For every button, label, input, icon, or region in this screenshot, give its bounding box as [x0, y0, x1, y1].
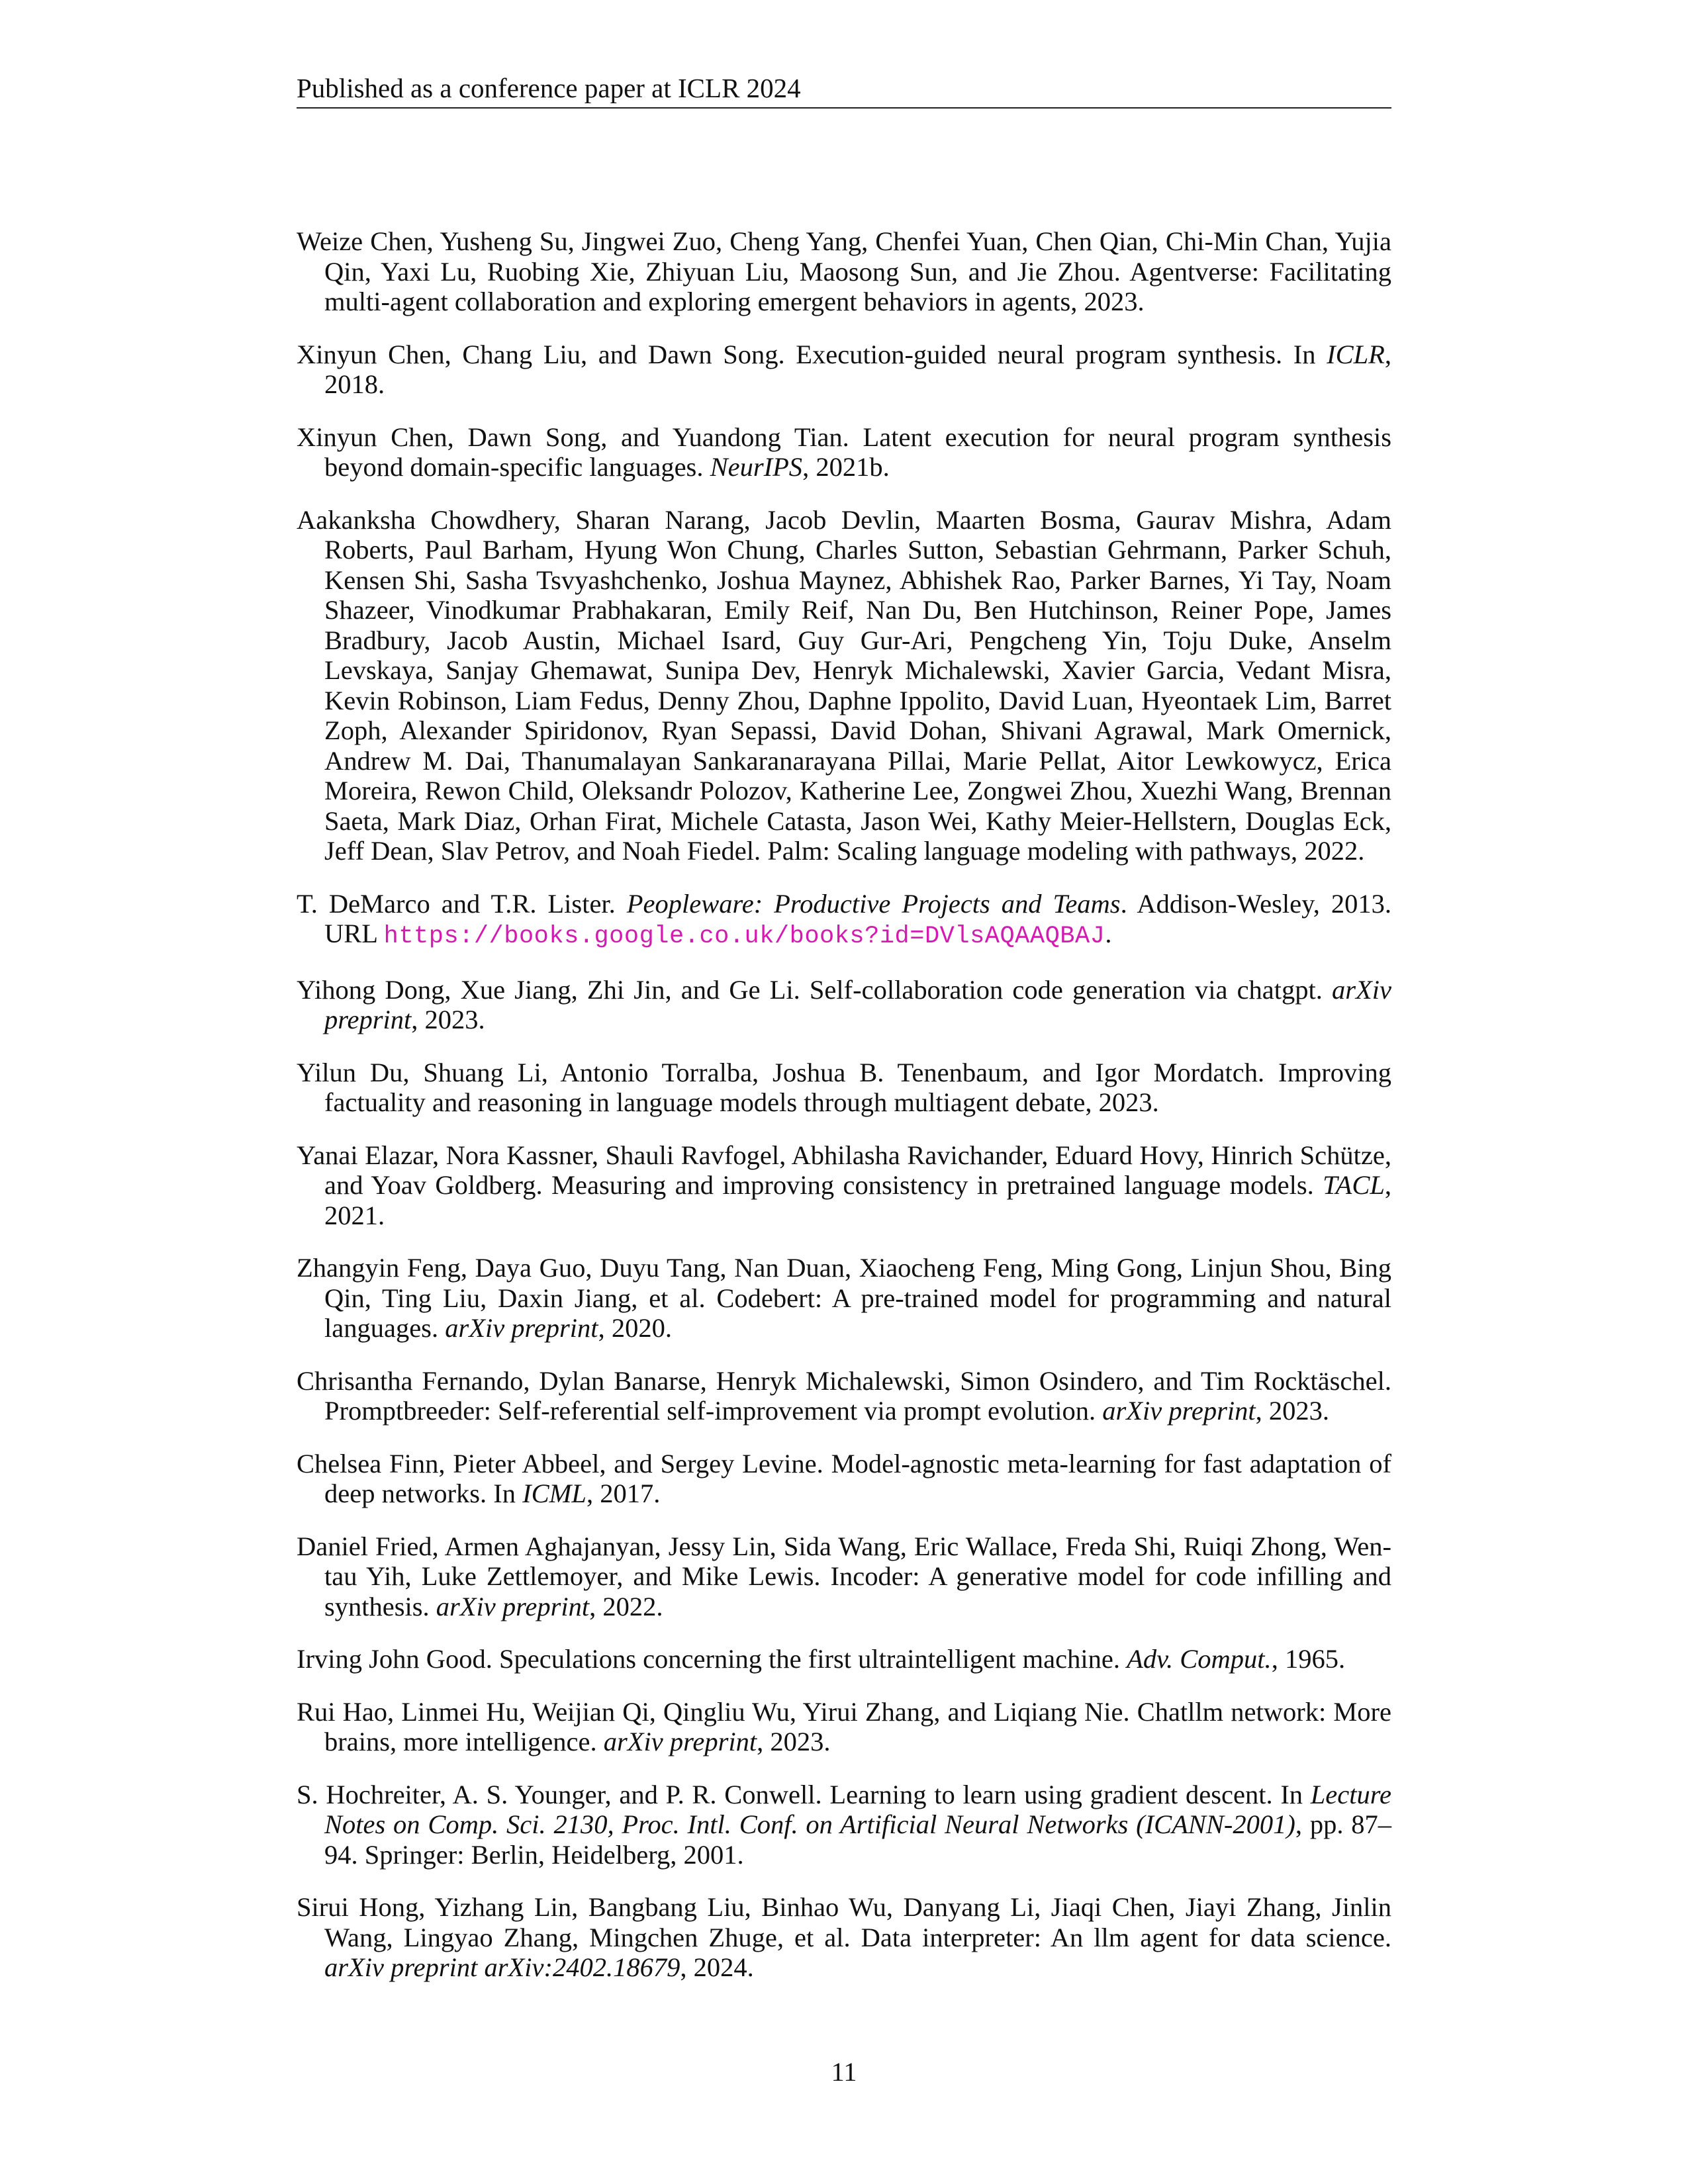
reference-item	[297, 505, 1391, 866]
reference-venue: ICLR	[1327, 339, 1385, 369]
reference-venue: ICML	[522, 1479, 586, 1508]
reference-item	[297, 1892, 1391, 1983]
reference-item	[297, 226, 1391, 317]
reference-tail: , pp. 87–94. Springer: Berlin, Heidelberg, 2001.	[324, 1809, 1392, 1870]
reference-text: Chrisantha Fernando, Dylan Banarse, Henryk Michalewski, Simon Osindero, and Tim Rocktäschel. Promptbreeder: Self-referential self-improvement via prompt evolution.	[297, 1365, 1391, 1426]
reference-after: .	[1105, 919, 1112, 948]
reference-venue: arXiv preprint	[1102, 1396, 1256, 1426]
running-header	[297, 71, 1391, 109]
reference-text: Rui Hao, Linmei Hu, Weijian Qi, Qingliu Wu, Yirui Zhang, and Liqiang Nie. Chatllm network: More brains, more intelligence.	[297, 1696, 1391, 1756]
reference-text: Yilun Du, Shuang Li, Antonio Torralba, Joshua B. Tenenbaum, and Igor Mordatch. Improving factuality and reasoning in language models through multiagent debate, 2023.	[297, 1057, 1391, 1117]
reference-tail: , 2024.	[680, 1952, 754, 1982]
reference-tail: , 2023.	[1255, 1396, 1329, 1426]
reference-text: S. Hochreiter, A. S. Younger, and P. R. Conwell. Learning to learn using gradient descent. In	[297, 1779, 1311, 1809]
reference-venue: arXiv preprint	[603, 1727, 757, 1756]
reference-venue: arXiv preprint	[436, 1591, 590, 1621]
reference-venue: arXiv preprint arXiv:2402.18679	[324, 1952, 680, 1982]
reference-tail: , 2020.	[598, 1313, 672, 1343]
reference-venue: Lecture Notes on Comp. Sci. 2130, Proc. Intl. Conf. on Artificial Neural Networks (ICANN-2001)	[324, 1779, 1391, 1839]
reference-item	[297, 1449, 1391, 1509]
reference-tail: , 1965.	[1271, 1644, 1346, 1674]
reference-text: Yanai Elazar, Nora Kassner, Shauli Ravfogel, Abhilasha Ravichander, Eduard Hovy, Hinrich Schütze, and Yoav Goldberg. Measuring and improving consistency in pretrained language models.	[297, 1140, 1391, 1200]
reference-text: T. DeMarco and T.R. Lister.	[297, 888, 627, 919]
reference-item	[297, 889, 1391, 952]
reference-tail: , 2021.	[324, 1170, 1391, 1230]
reference-tail: , 2021b.	[802, 452, 890, 482]
reference-venue: Peopleware: Productive Projects and Teams	[626, 888, 1121, 919]
page-number: 11	[831, 2057, 857, 2087]
reference-text: Irving John Good. Speculations concerning the first ultraintelligent machine.	[297, 1644, 1127, 1674]
reference-item	[297, 1697, 1391, 1757]
reference-venue: NeurIPS	[710, 452, 803, 482]
reference-text: Zhangyin Feng, Daya Guo, Duyu Tang, Nan Duan, Xiaocheng Feng, Ming Gong, Linjun Shou, Bing Qin, Ting Liu, Daxin Jiang, et al. Codebert: A pre-trained model for programming and natural languages.	[297, 1253, 1391, 1343]
reference-item	[297, 1531, 1391, 1622]
reference-tail: , 2017.	[586, 1479, 661, 1508]
reference-text: Daniel Fried, Armen Aghajanyan, Jessy Lin, Sida Wang, Eric Wallace, Freda Shi, Ruiqi Zhong, Wen-tau Yih, Luke Zettlemoyer, and Mike Lewis. Incoder: A generative model for code infilling and synthesis.	[297, 1531, 1391, 1621]
reference-item	[297, 1140, 1391, 1231]
reference-tail: , 2022.	[589, 1591, 663, 1621]
reference-venue: Adv. Comput.	[1127, 1644, 1272, 1674]
reference-text: Chelsea Finn, Pieter Abbeel, and Sergey Levine. Model-agnostic meta-learning for fast adaptation of deep networks. In	[297, 1448, 1391, 1508]
reference-item	[297, 1780, 1391, 1870]
reference-venue: TACL	[1323, 1170, 1385, 1200]
reference-text: Aakanksha Chowdhery, Sharan Narang, Jacob Devlin, Maarten Bosma, Gaurav Mishra, Adam Roberts, Paul Barham, Hyung Won Chung, Charles Sutton, Sebastian Gehrmann, Parker Schuh, Kensen Shi, Sasha Tsvyashchenko, Joshua Maynez, Abhishek Rao, Parker Barnes, Yi Tay, Noam Shazeer, Vinodkumar Prabhakaran, Emily Reif, Nan Du, Ben Hutchinson, Reiner Pope, James Bradbury, Jacob Austin, Michael Isard, Guy Gur-Ari, Pengcheng Yin, Toju Duke, Anselm Levskaya, Sanjay Ghemawat, Sunipa Dev, Henryk Michalewski, Xavier Garcia, Vedant Misra, Kevin Robinson, Liam Fedus, Denny Zhou, Daphne Ippolito, David Luan, Hyeontaek Lim, Barret Zoph, Alexander Spiridonov, Ryan Sepassi, David Dohan, Shivani Agrawal, Mark Omernick, Andrew M. Dai, Thanumalayan Sankaranarayana Pillai, Marie Pellat, Aitor Lewkowycz, Erica Moreira, Rewon Child, Oleksandr Polozov, Katherine Lee, Zongwei Zhou, Xuezhi Wang, Brennan Saeta, Mark Diaz, Orhan Firat, Michele Catasta, Jason Wei, Kathy Meier-Hellstern, Douglas Eck, Jeff Dean, Slav Petrov, and Noah Fiedel. Palm: Scaling language modeling with pathways, 2022.	[297, 504, 1391, 866]
reference-venue: arXiv preprint	[324, 974, 1391, 1034]
reference-text: Xinyun Chen, Chang Liu, and Dawn Song. Execution-guided neural program synthesis. In	[297, 339, 1327, 369]
reference-text: Weize Chen, Yusheng Su, Jingwei Zuo, Cheng Yang, Chenfei Yuan, Chen Qian, Chi-Min Chan, Yujia Qin, Yaxi Lu, Ruobing Xie, Zhiyuan Liu, Maosong Sun, and Jie Zhou. Agentverse: Facilitating multi-agent collaboration and exploring emergent behaviors in agents, 2023.	[297, 226, 1391, 316]
reference-item	[297, 1058, 1391, 1118]
reference-tail: . Addison-Wesley, 2013. URL	[324, 888, 1391, 948]
reference-text: Xinyun Chen, Dawn Song, and Yuandong Tian. Latent execution for neural program synthesis beyond domain-specific languages.	[297, 422, 1391, 482]
reference-text: Sirui Hong, Yizhang Lin, Bangbang Liu, Binhao Wu, Danyang Li, Jiaqi Chen, Jiayi Zhang, Jinlin Wang, Lingyao Zhang, Mingchen Zhuge, et al. Data interpreter: An llm agent for data science.	[297, 1892, 1391, 1952]
reference-item	[297, 340, 1391, 400]
header-text: Published as a conference paper at ICLR 2024	[297, 73, 801, 103]
reference-tail: , 2018.	[324, 339, 1391, 399]
reference-item	[297, 422, 1391, 482]
reference-url-link[interactable]: https://books.google.co.uk/books?id=DVlsAQAAQBAJ	[383, 923, 1105, 950]
reference-item	[297, 975, 1391, 1035]
reference-item	[297, 1644, 1391, 1674]
reference-venue: arXiv preprint	[445, 1313, 598, 1343]
reference-tail: , 2023.	[757, 1727, 831, 1756]
reference-item	[297, 1366, 1391, 1426]
reference-item	[297, 1253, 1391, 1343]
reference-text: Yihong Dong, Xue Jiang, Zhi Jin, and Ge Li. Self-collaboration code generation via chatgpt.	[297, 974, 1333, 1005]
reference-tail: , 2023.	[411, 1005, 485, 1034]
reference-list	[297, 226, 1391, 2005]
